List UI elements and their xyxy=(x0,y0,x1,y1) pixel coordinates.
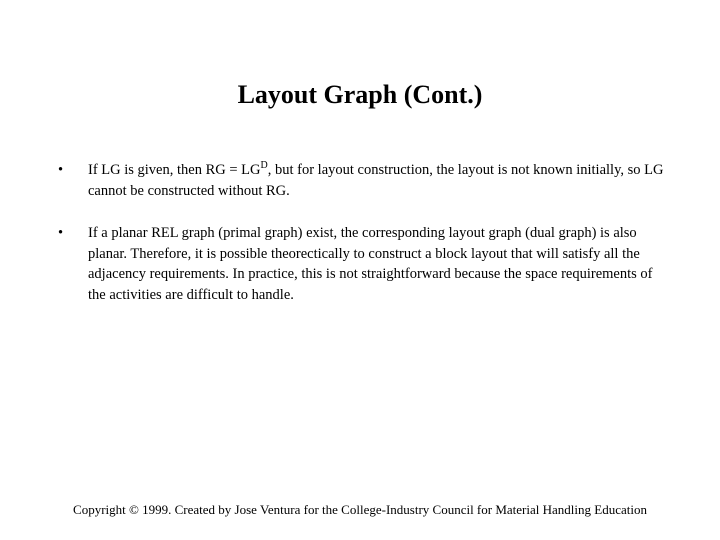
bullet-text-after: , but for layout construction, the layout is not known initially, so LG cannot be constructed without RG. xyxy=(88,162,664,199)
copyright-footer: Copyright © 1999. Created by Jose Ventura for the College-Industry Council for Material Handling Education xyxy=(73,502,647,517)
dual-superscript: D xyxy=(260,160,268,172)
bullet-list xyxy=(58,160,668,327)
bullet-marker: • xyxy=(58,225,64,241)
bullet-item-planar-rel xyxy=(58,223,668,305)
bullet-item-lg-rg xyxy=(58,160,668,201)
slide-title: Layout Graph (Cont.) xyxy=(237,80,483,109)
bullet-marker: • xyxy=(58,162,64,178)
bullet-text-before: If LG is given, then RG = LG xyxy=(88,162,261,178)
bullet-text: If a planar REL graph (primal graph) exist, the corresponding layout graph (dual graph) is also planar. Therefore, it is possible theorectically to construct a block layout that will satisfy all the adjacency requirements. In practice, this is not straightforward because the space requirements of the activities are difficult to handle. xyxy=(88,225,653,303)
